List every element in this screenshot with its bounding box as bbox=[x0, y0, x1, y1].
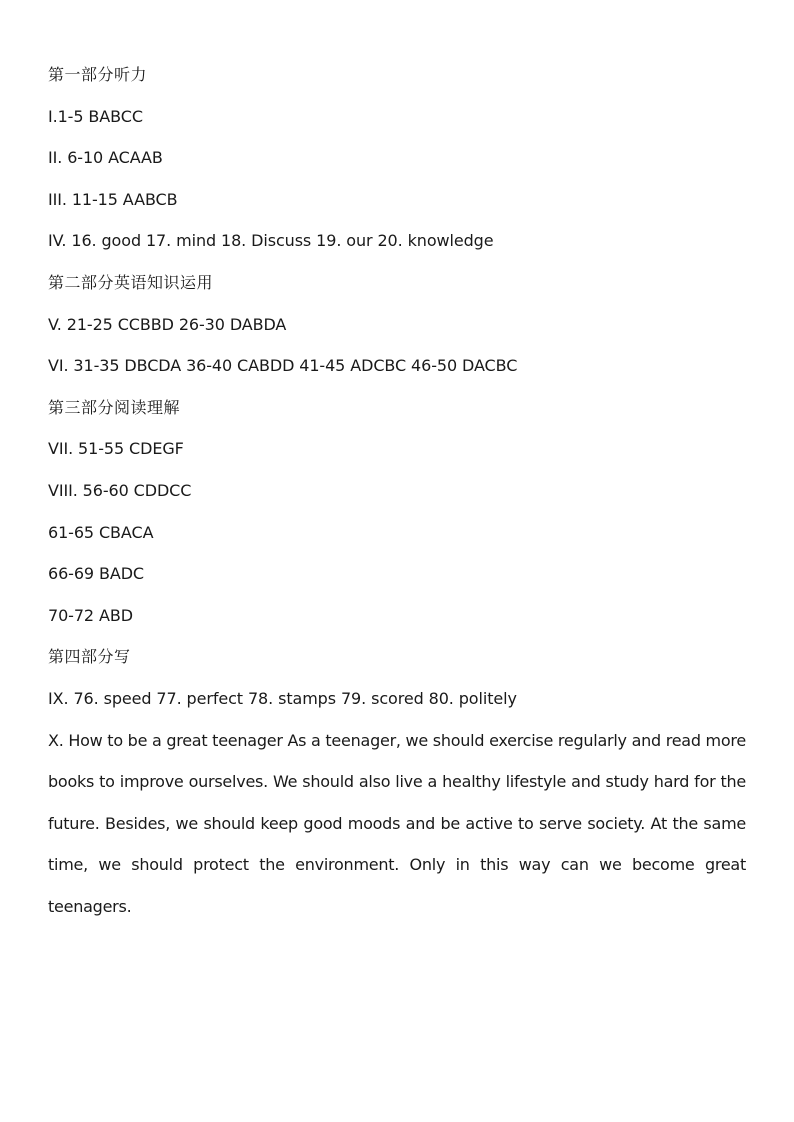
answer-line-section-4: IV. 16. good 17. mind 18. Discuss 19. our 20. knowledge bbox=[48, 231, 494, 251]
part3-heading: 第三部分阅读理解 bbox=[48, 397, 181, 417]
answer-line-section-5: V. 21-25 CCBBD 26-30 DABDA bbox=[48, 314, 287, 334]
answer-line-section-3: III. 11-15 AABCB bbox=[48, 189, 178, 209]
answer-key-document bbox=[48, 54, 746, 927]
answer-line-section-7: VII. 51-55 CDEGF bbox=[48, 439, 184, 459]
answer-line-61-65: 61-65 CBACA bbox=[48, 522, 154, 542]
part1-heading: 第一部分听力 bbox=[48, 65, 148, 84]
answer-line-section-6: VI. 31-35 DBCDA 36-40 CABDD 41-45 ADCBC 46-50 DACBC bbox=[48, 356, 518, 376]
answer-line-70-72: 70-72 ABD bbox=[48, 605, 133, 625]
answer-line-section-8: VIII. 56-60 CDDCC bbox=[48, 480, 192, 500]
answer-line-section-9: IX. 76. speed 77. perfect 78. stamps 79. scored 80. politely bbox=[48, 688, 517, 708]
essay-paragraph: X. How to be a great teenager As a teenager, we should exercise regularly and read more books to improve ourselves. We should also live a healthy lifestyle and study hard for the future. Besides, we should keep good moods and be active to serve society. At the same time, we should protect the environment. Only in this way can we become great teenagers. bbox=[48, 730, 746, 916]
part2-heading: 第二部分英语知识运用 bbox=[48, 272, 214, 292]
answer-line-66-69: 66-69 BADC bbox=[48, 564, 144, 584]
answer-line-section-1: I.1-5 BABCC bbox=[48, 106, 143, 126]
answer-line-section-2: II. 6-10 ACAAB bbox=[48, 148, 163, 168]
part4-heading: 第四部分写 bbox=[48, 647, 131, 667]
